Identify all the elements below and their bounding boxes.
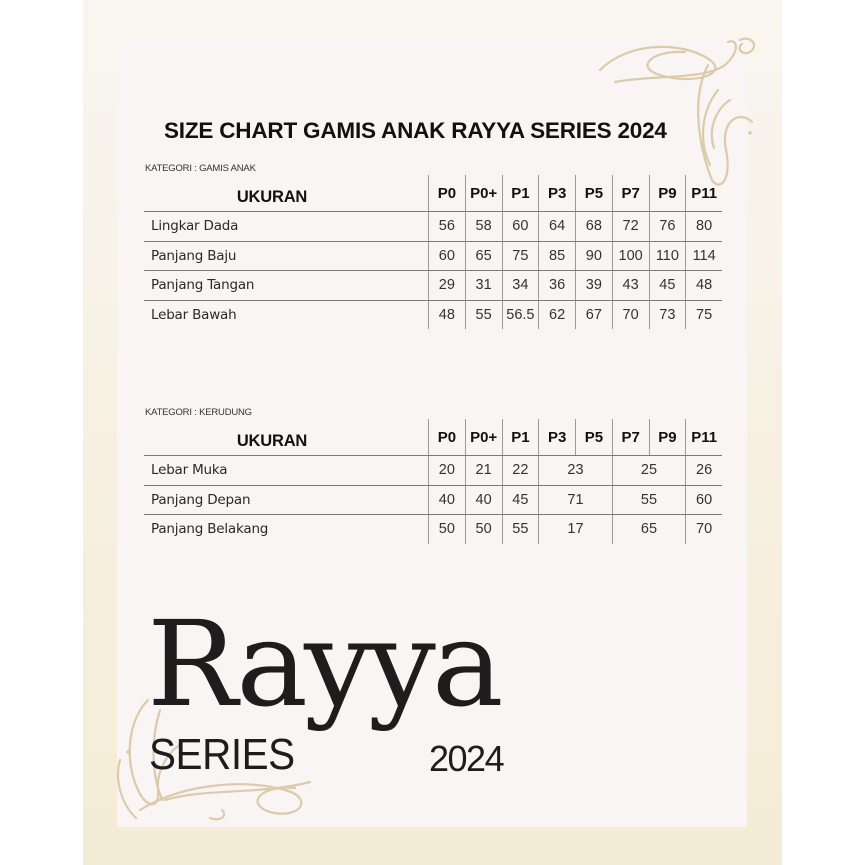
cell-value: 29 xyxy=(428,271,465,300)
kerudung-size-table xyxy=(144,427,722,544)
cell-value: 20 xyxy=(428,456,465,485)
cell-value: 31 xyxy=(465,271,502,300)
cell-value: 60 xyxy=(502,212,539,241)
gamis-size-table xyxy=(144,183,722,329)
row-label: Panjang Baju xyxy=(151,247,237,264)
cell-value: 50 xyxy=(428,515,465,544)
cell-value: 40 xyxy=(428,486,465,515)
cell-value: 62 xyxy=(538,301,575,330)
header-size: P0+ xyxy=(465,419,502,455)
header-size: P1 xyxy=(502,419,539,455)
cell-value: 73 xyxy=(649,301,686,330)
table-row xyxy=(144,211,722,241)
row-label: Lebar Bawah xyxy=(151,306,237,323)
cell-value: 39 xyxy=(575,271,612,300)
cell-value: 22 xyxy=(502,456,539,485)
row-label: Lebar Muka xyxy=(151,462,228,479)
cell-value: 48 xyxy=(685,271,722,300)
cell-value: 85 xyxy=(538,242,575,271)
cell-value: 64 xyxy=(538,212,575,241)
cell-value: 56.5 xyxy=(502,301,539,330)
table-row xyxy=(144,455,722,485)
header-size: P9 xyxy=(649,419,686,455)
merged-cell-value: 17 xyxy=(538,515,612,544)
table-row xyxy=(144,485,722,515)
table-header-row xyxy=(144,183,722,211)
cell-value: 55 xyxy=(502,515,539,544)
cell-value: 21 xyxy=(465,456,502,485)
row-label: Panjang Depan xyxy=(151,491,251,508)
cell-value: 40 xyxy=(465,486,502,515)
page-title: SIZE CHART GAMIS ANAK RAYYA SERIES 2024 xyxy=(164,118,667,143)
header-size: P5 xyxy=(575,175,612,211)
cell-value: 67 xyxy=(575,301,612,330)
header-size: P0+ xyxy=(465,175,502,211)
header-size: P5 xyxy=(575,419,612,455)
table-row xyxy=(144,270,722,300)
table-row xyxy=(144,241,722,271)
cell-value: 43 xyxy=(612,271,649,300)
header-size: P7 xyxy=(612,175,649,211)
header-size: P11 xyxy=(685,419,722,455)
cell-value: 45 xyxy=(502,486,539,515)
cell-value: 70 xyxy=(685,515,722,544)
cell-value: 36 xyxy=(538,271,575,300)
category-label-gamis: KATEGORI : GAMIS ANAK xyxy=(145,163,256,174)
cell-value: 68 xyxy=(575,212,612,241)
header-size: P11 xyxy=(685,175,722,211)
merged-cell-value: 71 xyxy=(538,486,612,515)
row-label: Panjang Tangan xyxy=(151,277,255,294)
logo-year-text: 2024 xyxy=(429,738,504,779)
merged-cell-value: 25 xyxy=(612,456,686,485)
cell-value: 65 xyxy=(465,242,502,271)
header-size: P7 xyxy=(612,419,649,455)
cell-value: 80 xyxy=(685,212,722,241)
cell-value: 114 xyxy=(685,242,722,271)
category-label-kerudung: KATEGORI : KERUDUNG xyxy=(145,407,252,418)
table-row xyxy=(144,300,722,330)
cell-value: 70 xyxy=(612,301,649,330)
header-ukuran: UKURAN xyxy=(236,187,308,206)
cell-value: 76 xyxy=(649,212,686,241)
cell-value: 34 xyxy=(502,271,539,300)
cell-value: 110 xyxy=(649,242,686,271)
merged-cell-value: 55 xyxy=(612,486,686,515)
cell-value: 60 xyxy=(685,486,722,515)
header-size: P3 xyxy=(538,175,575,211)
cell-value: 26 xyxy=(685,456,722,485)
logo-wordmark: Rayya xyxy=(147,595,500,733)
cell-value: 50 xyxy=(465,515,502,544)
cell-value: 60 xyxy=(428,242,465,271)
merged-cell-value: 23 xyxy=(538,456,612,485)
cell-value: 90 xyxy=(575,242,612,271)
header-size: P9 xyxy=(649,175,686,211)
row-label: Lingkar Dada xyxy=(151,218,239,235)
logo-series-text: SERIES xyxy=(149,730,295,779)
cell-value: 75 xyxy=(502,242,539,271)
merged-cell-value: 65 xyxy=(612,515,686,544)
table-header-row xyxy=(144,427,722,455)
cell-value: 75 xyxy=(685,301,722,330)
header-size: P3 xyxy=(538,419,575,455)
cell-value: 58 xyxy=(465,212,502,241)
cell-value: 72 xyxy=(612,212,649,241)
header-size: P0 xyxy=(428,419,465,455)
cell-value: 45 xyxy=(649,271,686,300)
cell-value: 56 xyxy=(428,212,465,241)
cell-value: 100 xyxy=(612,242,649,271)
header-size: P1 xyxy=(502,175,539,211)
header-ukuran: UKURAN xyxy=(236,431,308,450)
cell-value: 55 xyxy=(465,301,502,330)
header-size: P0 xyxy=(428,175,465,211)
table-row xyxy=(144,514,722,544)
cell-value: 48 xyxy=(428,301,465,330)
row-label: Panjang Belakang xyxy=(151,521,269,538)
